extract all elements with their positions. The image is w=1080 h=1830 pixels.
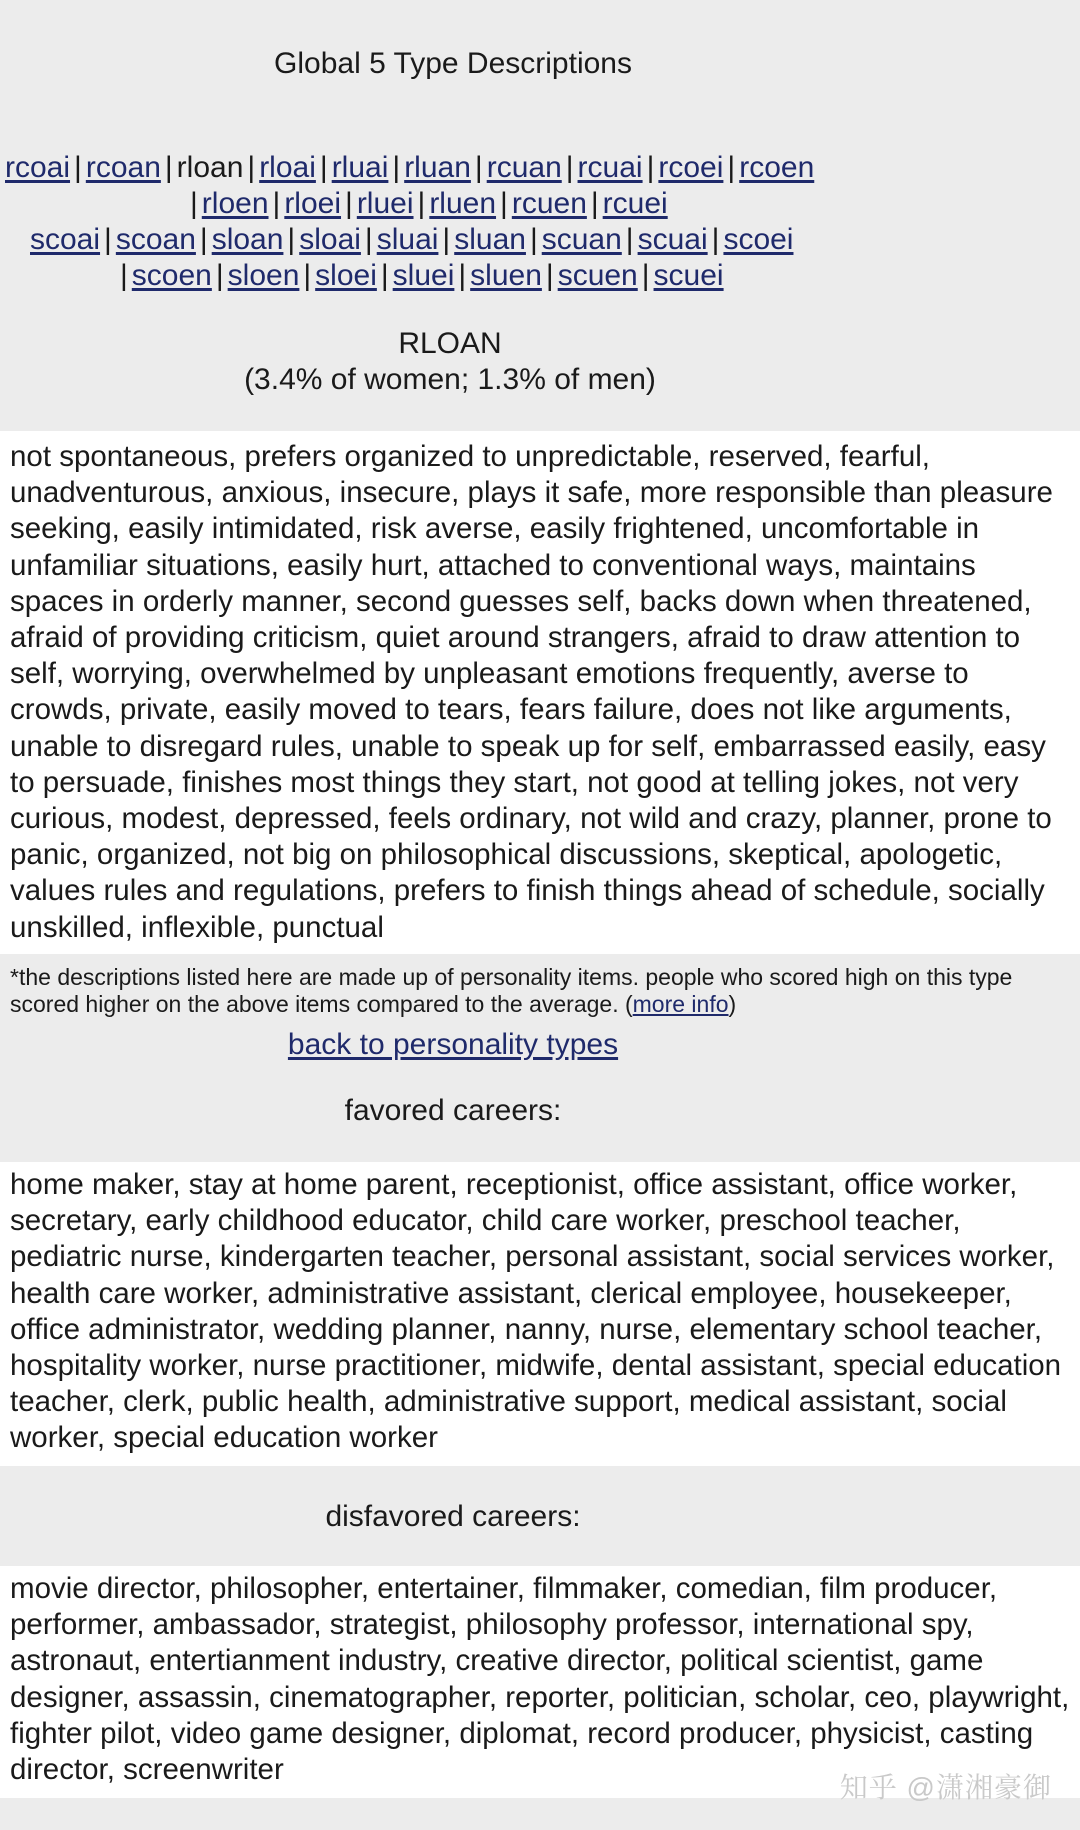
- nav-separator: |: [625, 223, 634, 256]
- nav-separator: |: [345, 187, 353, 220]
- type-nav-row: [0, 186, 1080, 222]
- nav-separator: |: [417, 187, 426, 220]
- type-link-rcuan[interactable]: rcuan: [486, 151, 562, 184]
- nav-separator: |: [458, 259, 467, 292]
- disfavored-careers-block: [0, 1566, 1080, 1798]
- nav-separator: |: [442, 223, 451, 256]
- footnote: [10, 964, 1050, 1018]
- type-nav-row: [0, 258, 1026, 294]
- type-link-scoen[interactable]: scoen: [131, 259, 212, 292]
- nav-separator: |: [215, 259, 224, 292]
- type-link-rluei[interactable]: rluei: [356, 187, 414, 220]
- disfavored-careers-text: movie director, philosopher, entertainer, filmmaker, comedian, film producer, performer, ambassador, strategist, philosophy professor, international spy, astronaut, entertianment industry, creative director, political scientist, game designer, assassin, cinematographer, reporter, politician, scholar, ceo, playwright, fighter pilot, video game designer, diplomat, record producer, physicist, casting director, screenwriter: [10, 1572, 1070, 1787]
- back-to-types-link[interactable]: back to personality types: [287, 1028, 619, 1061]
- type-link-rcoen[interactable]: rcoen: [739, 151, 815, 184]
- nav-separator: |: [641, 259, 650, 292]
- nav-separator: |: [303, 259, 312, 292]
- nav-separator: |: [565, 151, 574, 184]
- back-link-row: [0, 1027, 906, 1063]
- nav-separator: |: [646, 151, 655, 184]
- nav-separator: |: [319, 151, 328, 184]
- type-link-rluen[interactable]: rluen: [429, 187, 497, 220]
- type-link-sluan[interactable]: sluan: [454, 223, 526, 256]
- type-heading: [0, 326, 900, 398]
- page-title: Global 5 Type Descriptions: [274, 47, 632, 80]
- type-nav-row: [0, 150, 915, 186]
- footnote-text: *the descriptions listed here are made up of personality items. people who scored high on this type scored higher on the above items compared to the average. (: [10, 964, 1013, 1017]
- type-link-scoai[interactable]: scoai: [30, 223, 101, 256]
- nav-separator: |: [545, 259, 554, 292]
- favored-careers-block: [0, 1162, 1080, 1466]
- type-link-rloai[interactable]: rloai: [259, 151, 316, 184]
- favored-careers-heading: favored careers:: [344, 1094, 562, 1127]
- type-link-sluei[interactable]: sluei: [392, 259, 455, 292]
- nav-separator: |: [190, 187, 198, 220]
- type-link-scuan[interactable]: scuan: [541, 223, 622, 256]
- type-link-sluai[interactable]: sluai: [376, 223, 439, 256]
- type-link-rcuei[interactable]: rcuei: [602, 187, 668, 220]
- nav-separator: |: [104, 223, 112, 256]
- nav-separator: |: [727, 151, 736, 184]
- type-link-rluan[interactable]: rluan: [404, 151, 471, 184]
- nav-separator: |: [529, 223, 538, 256]
- nav-separator: |: [500, 187, 508, 220]
- nav-separator: |: [364, 223, 373, 256]
- type-link-rcoei[interactable]: rcoei: [658, 151, 724, 184]
- nav-separator: |: [247, 151, 256, 184]
- nav-separator: |: [120, 259, 128, 292]
- nav-separator: |: [164, 151, 173, 184]
- type-link-scoan[interactable]: scoan: [115, 223, 196, 256]
- type-link-scoei[interactable]: scoei: [723, 223, 794, 256]
- nav-separator: |: [590, 187, 599, 220]
- type-link-rcuen[interactable]: rcuen: [511, 187, 587, 220]
- description-text: not spontaneous, prefers organized to unpredictable, reserved, fearful, unadventurous, anxious, insecure, plays it safe, more responsible than pleasure seeking, easily intimidated, risk averse, easily frightened, uncomfortable in unfamiliar situations, easily hurt, attached to conventional ways, maintains spaces in orderly manner, second guesses self, backs down when threatened, afraid of providing criticism, quiet around strangers, afraid to draw attention to self, worrying, overwhelmed by unpleasant emotions frequently, averse to crowds, private, easily moved to tears, fears failure, does not like arguments, unable to disregard rules, unable to speak up for self, embarrassed easily, easy to persuade, finishes most things they start, not good at telling jokes, not very curious, modest, depressed, feels ordinary, not wild and crazy, planner, prone to panic, organized, not big on philosophical discussions, skeptical, apologetic, values rules and regulations, prefers to finish things ahead of schedule, socially unskilled, inflexible, punctual: [10, 440, 1053, 944]
- type-link-scuai[interactable]: scuai: [637, 223, 708, 256]
- type-link-sloan[interactable]: sloan: [211, 223, 284, 256]
- type-link-rloei[interactable]: rloei: [284, 187, 342, 220]
- type-code: RLOAN: [398, 327, 502, 360]
- more-info-link[interactable]: more info: [632, 991, 729, 1017]
- nav-separator: |: [272, 187, 281, 220]
- watermark: 知乎 @潇湘豪御: [839, 1772, 1052, 1803]
- type-link-scuei[interactable]: scuei: [653, 259, 724, 292]
- disfavored-careers-heading: disfavored careers:: [325, 1500, 581, 1533]
- nav-separator: |: [392, 151, 401, 184]
- type-prevalence: (3.4% of women; 1.3% of men): [244, 363, 656, 396]
- type-link-sloai[interactable]: sloai: [299, 223, 361, 256]
- favored-careers-text: home maker, stay at home parent, receptionist, office assistant, office worker, secretary, early childhood educator, child care worker, preschool teacher, pediatric nurse, kindergarten teacher, personal assistant, social services worker, health care worker, administrative assistant, clerical employee, housekeeper, office administrator, wedding planner, nanny, nurse, elementary school teacher, hospitality worker, nurse practitioner, midwife, dental assistant, special education teacher, clerk, public health, administrative support, medical assistant, social worker, special education worker: [10, 1168, 1062, 1455]
- type-link-rcoan[interactable]: rcoan: [85, 151, 161, 184]
- nav-separator: |: [199, 223, 208, 256]
- type-link-rluai[interactable]: rluai: [331, 151, 389, 184]
- type-link-rloen[interactable]: rloen: [201, 187, 269, 220]
- type-nav-row: [0, 222, 940, 258]
- type-link-sluen[interactable]: sluen: [470, 259, 542, 292]
- nav-separator: |: [287, 223, 296, 256]
- nav-separator: |: [74, 151, 82, 184]
- type-link-rcoai[interactable]: rcoai: [5, 151, 71, 184]
- type-link-rloan: rloan: [176, 151, 244, 184]
- nav-separator: |: [711, 223, 720, 256]
- type-link-scuen[interactable]: scuen: [557, 259, 638, 292]
- nav-separator: |: [474, 151, 483, 184]
- type-description: [0, 431, 1080, 954]
- nav-separator: |: [380, 259, 389, 292]
- footnote-close: ): [728, 991, 737, 1017]
- type-link-sloei[interactable]: sloei: [315, 259, 377, 292]
- type-link-rcuai[interactable]: rcuai: [577, 151, 643, 184]
- type-link-sloen[interactable]: sloen: [227, 259, 300, 292]
